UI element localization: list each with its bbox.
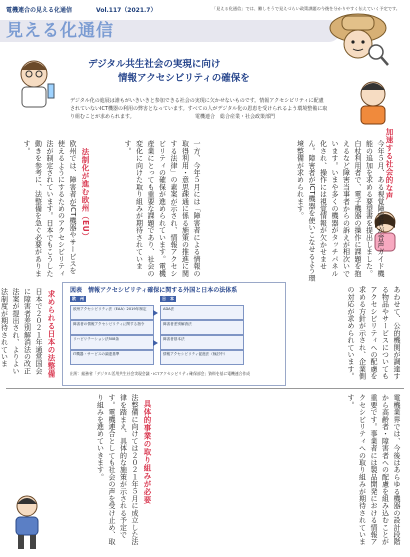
scientist-character-icon [4, 50, 64, 110]
diagram-box: リハビリテーション法508条 [70, 335, 154, 350]
diagram-source: 出所：総務省「デジタル活用共生社会実現会議・ICTアクセシビリティ確保部会」資料を基に電機連合作成 [70, 371, 251, 376]
diagram-header-right: 日 本 [162, 296, 174, 301]
detective-character-icon [320, 2, 396, 70]
section-heading-1: 加速する社会的な声 [385, 128, 394, 200]
section-heading-7: 具体的事業の取り組みが必要 [143, 400, 152, 504]
section-heading-3: 法制化が進む欧州（EU） [81, 148, 90, 241]
section-body-3: 欧州では、障害者がICT機器やサービスを使えるようにするためのアクセシビリティ法が制定されています。日本でもこうした動きを参考に、法整備を急ぐ必要があります。 [23, 140, 77, 277]
section-body-4: 日本で２０２１年通常国会に障害者差別解消法の改正法案が提出され、よりよい法制度が期待されていま [0, 288, 43, 375]
section-body-2: 一方、今年５月には「障害者による情報の取得利用・意思疎通に係る施策の推進に関する法律」の素案が示され、情報アクセシビリティの確保が進められています。電機産業にとっても重要な課題であり、社会の変化に向けた取り組みが期待されています。 [124, 140, 201, 277]
publisher-name: 電機連合の見える化通信 [6, 7, 73, 14]
issue-volume: Vol.117（2021.7） [96, 7, 157, 14]
boy-character-icon [345, 72, 401, 128]
headline-line-1: デジタル共生社会の実現に向け [88, 59, 221, 70]
diagram-box: 障害者差別解消法 [160, 320, 244, 335]
intro-signature: 電機連合 総合産業・社会政策部門 [195, 114, 276, 120]
diagram-title: 図表 情報アクセシビリティ確保に関する外国と日本の法体系 [70, 287, 238, 294]
diagram-box: 欧州アクセシビリティ法（EAA）2019年制定 [70, 305, 154, 320]
section-body-5: あわせて、公的機関が調達する物品やサービスについてもアクセシビリティへの配慮を求める方針が示され、企業側の対応が求められています。 [347, 286, 401, 380]
headline-line-2: 情報アクセシビリティの確保を [118, 73, 250, 84]
diagram-arrow [153, 340, 158, 346]
diagram-arrow [153, 310, 158, 316]
masthead-title: 見える化通信 [6, 21, 114, 41]
divider [6, 388, 404, 389]
diagram-box: 情報アクセシビリティ促進法（検討中） [160, 350, 244, 365]
section-heading-4: 求められる日本の法整備 [47, 290, 56, 378]
diagram-box: IT機器・サービスの調達基準 [70, 350, 154, 365]
section-body-6: 電機業界では、今後はあらゆる機器の設計段階から高齢者・障害者への配慮を組み込むことが重要です。事業者には製品開発における情報アクセシビリティへの取り組みが期待されています。 [347, 394, 401, 546]
diagram-header-left: 欧 州 [72, 296, 84, 301]
diagram-box: 障害者基本法 [160, 335, 244, 350]
intro-paragraph: デジタル化の進展は誰もがいきいきと参加できる社会の実現に欠かせないものです。情報アクセシビリティに配慮されていないICT機器の利用の弊害となっています。すべての人がデジタル化の恩恵を受けられるよう環境整備に取り組むことが求められます。 [70, 98, 328, 120]
diagram-box: 障害者の情報アクセシビリティに関する指令 [70, 320, 154, 335]
header-note: 「見える化通信」では、難しそうで見えづらい政策課題の今後を分かりやすく伝えていく予定です。 [211, 6, 400, 11]
diagram-box: ADA法 [160, 305, 244, 320]
sitting-character-icon [4, 492, 50, 552]
section-body-1: 今年５月、ある視覚障害者が音声ガイド機能の追加を求める要望書を提出しました。白杖利用者で、電子機器の操作に課題を抱えるなど障害当事者からの訴えが相次いでいます。いまや多くの機器がタッチパネル化され、操作には視覚情報が欠かせません。障害者がICT機器を使いこなせるよう環境整備が求められます。 [296, 140, 385, 282]
section-body-7: 法整備に向けては２０２１年５月に成立した法律を踏まえ、具体的な施策が示される予定です。電機連合としても社会の声を受け止め、取り組みを進めていきます。 [96, 394, 139, 546]
